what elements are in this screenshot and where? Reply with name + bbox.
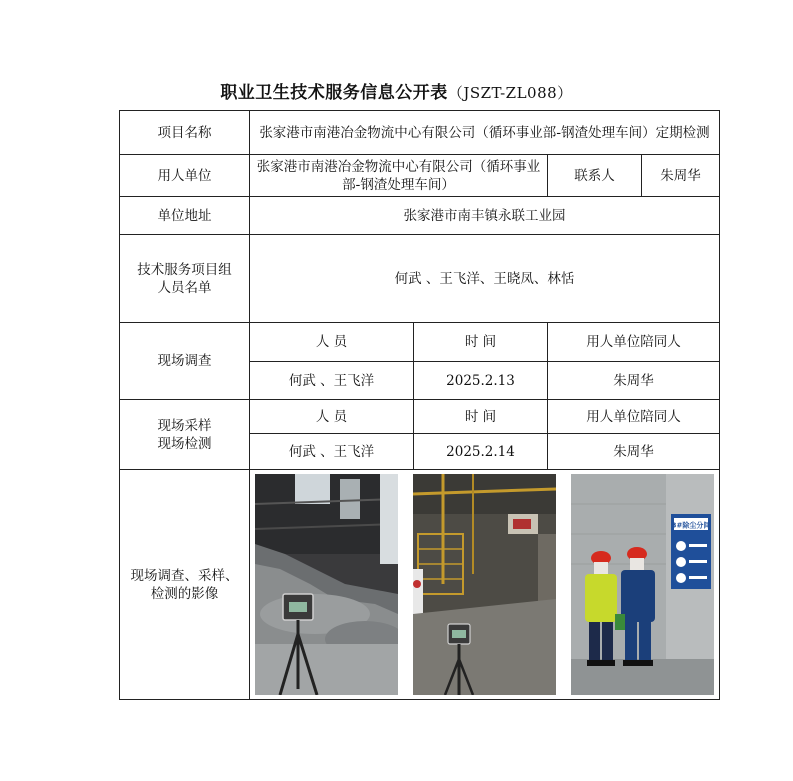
- project-label: 项目名称: [120, 111, 250, 155]
- survey-people: 何武 、王飞洋: [250, 362, 414, 400]
- photo-workshop-slag: [255, 474, 398, 695]
- sign-text: 3#除尘分间: [671, 521, 711, 530]
- photo-workshop-slag-image: [255, 474, 398, 695]
- survey-escort: 朱周华: [548, 362, 720, 400]
- photo-workshop-interior-image: [413, 474, 556, 695]
- project-value: 张家港市南港冶金物流中心有限公司（循环事业部-钢渣处理车间）定期检测: [250, 111, 720, 155]
- title-text: 职业卫生技术服务信息公开表: [220, 83, 448, 103]
- survey-label: 现场调查: [120, 323, 250, 400]
- photo-workers-sign-image: [571, 474, 714, 695]
- employer-value: 张家港市南港冶金物流中心有限公司（循环事业部-钢渣处理车间）: [250, 155, 548, 197]
- survey-time: 2025.2.13: [414, 362, 548, 400]
- photo-workshop-interior: [413, 474, 556, 695]
- row-images: [120, 470, 720, 700]
- images-label: 现场调查、采样、检测的影像: [120, 470, 250, 700]
- employer-label: 用人单位: [120, 155, 250, 197]
- sampling-time: 2025.2.14: [414, 434, 548, 470]
- photo-workers-sign: [571, 474, 714, 695]
- row-survey-header: [120, 323, 720, 362]
- survey-col-time: 时 间: [414, 323, 548, 362]
- row-address: [120, 197, 720, 235]
- sampling-label-line2: 现场检测: [157, 435, 212, 452]
- survey-col-escort: 用人单位陪同人: [548, 323, 720, 362]
- address-value: 张家港市南丰镇永联工业园: [250, 197, 720, 235]
- sampling-escort: 朱周华: [548, 434, 720, 470]
- info-table: [119, 110, 720, 700]
- sampling-label: [120, 400, 250, 470]
- row-employer: [120, 155, 720, 197]
- photo-strip: [250, 474, 719, 695]
- sampling-label-line1: 现场采样: [157, 417, 212, 434]
- contact-label: 联系人: [548, 155, 642, 197]
- sampling-people: 何武 、王飞洋: [250, 434, 414, 470]
- team-value: 何武 、王飞洋、王晓凤、林恬: [250, 235, 720, 323]
- document-title: [0, 78, 793, 103]
- address-label: 单位地址: [120, 197, 250, 235]
- team-label: 技术服务项目组人员名单: [120, 235, 250, 323]
- sampling-col-people: 人 员: [250, 400, 414, 434]
- row-team: [120, 235, 720, 323]
- row-sampling-header: [120, 400, 720, 434]
- images-cell: [250, 470, 720, 700]
- title-code: （JSZT-ZL088）: [447, 84, 573, 102]
- survey-col-people: 人 员: [250, 323, 414, 362]
- sampling-col-time: 时 间: [414, 400, 548, 434]
- contact-value: 朱周华: [642, 155, 720, 197]
- row-project: [120, 111, 720, 155]
- sampling-col-escort: 用人单位陪同人: [548, 400, 720, 434]
